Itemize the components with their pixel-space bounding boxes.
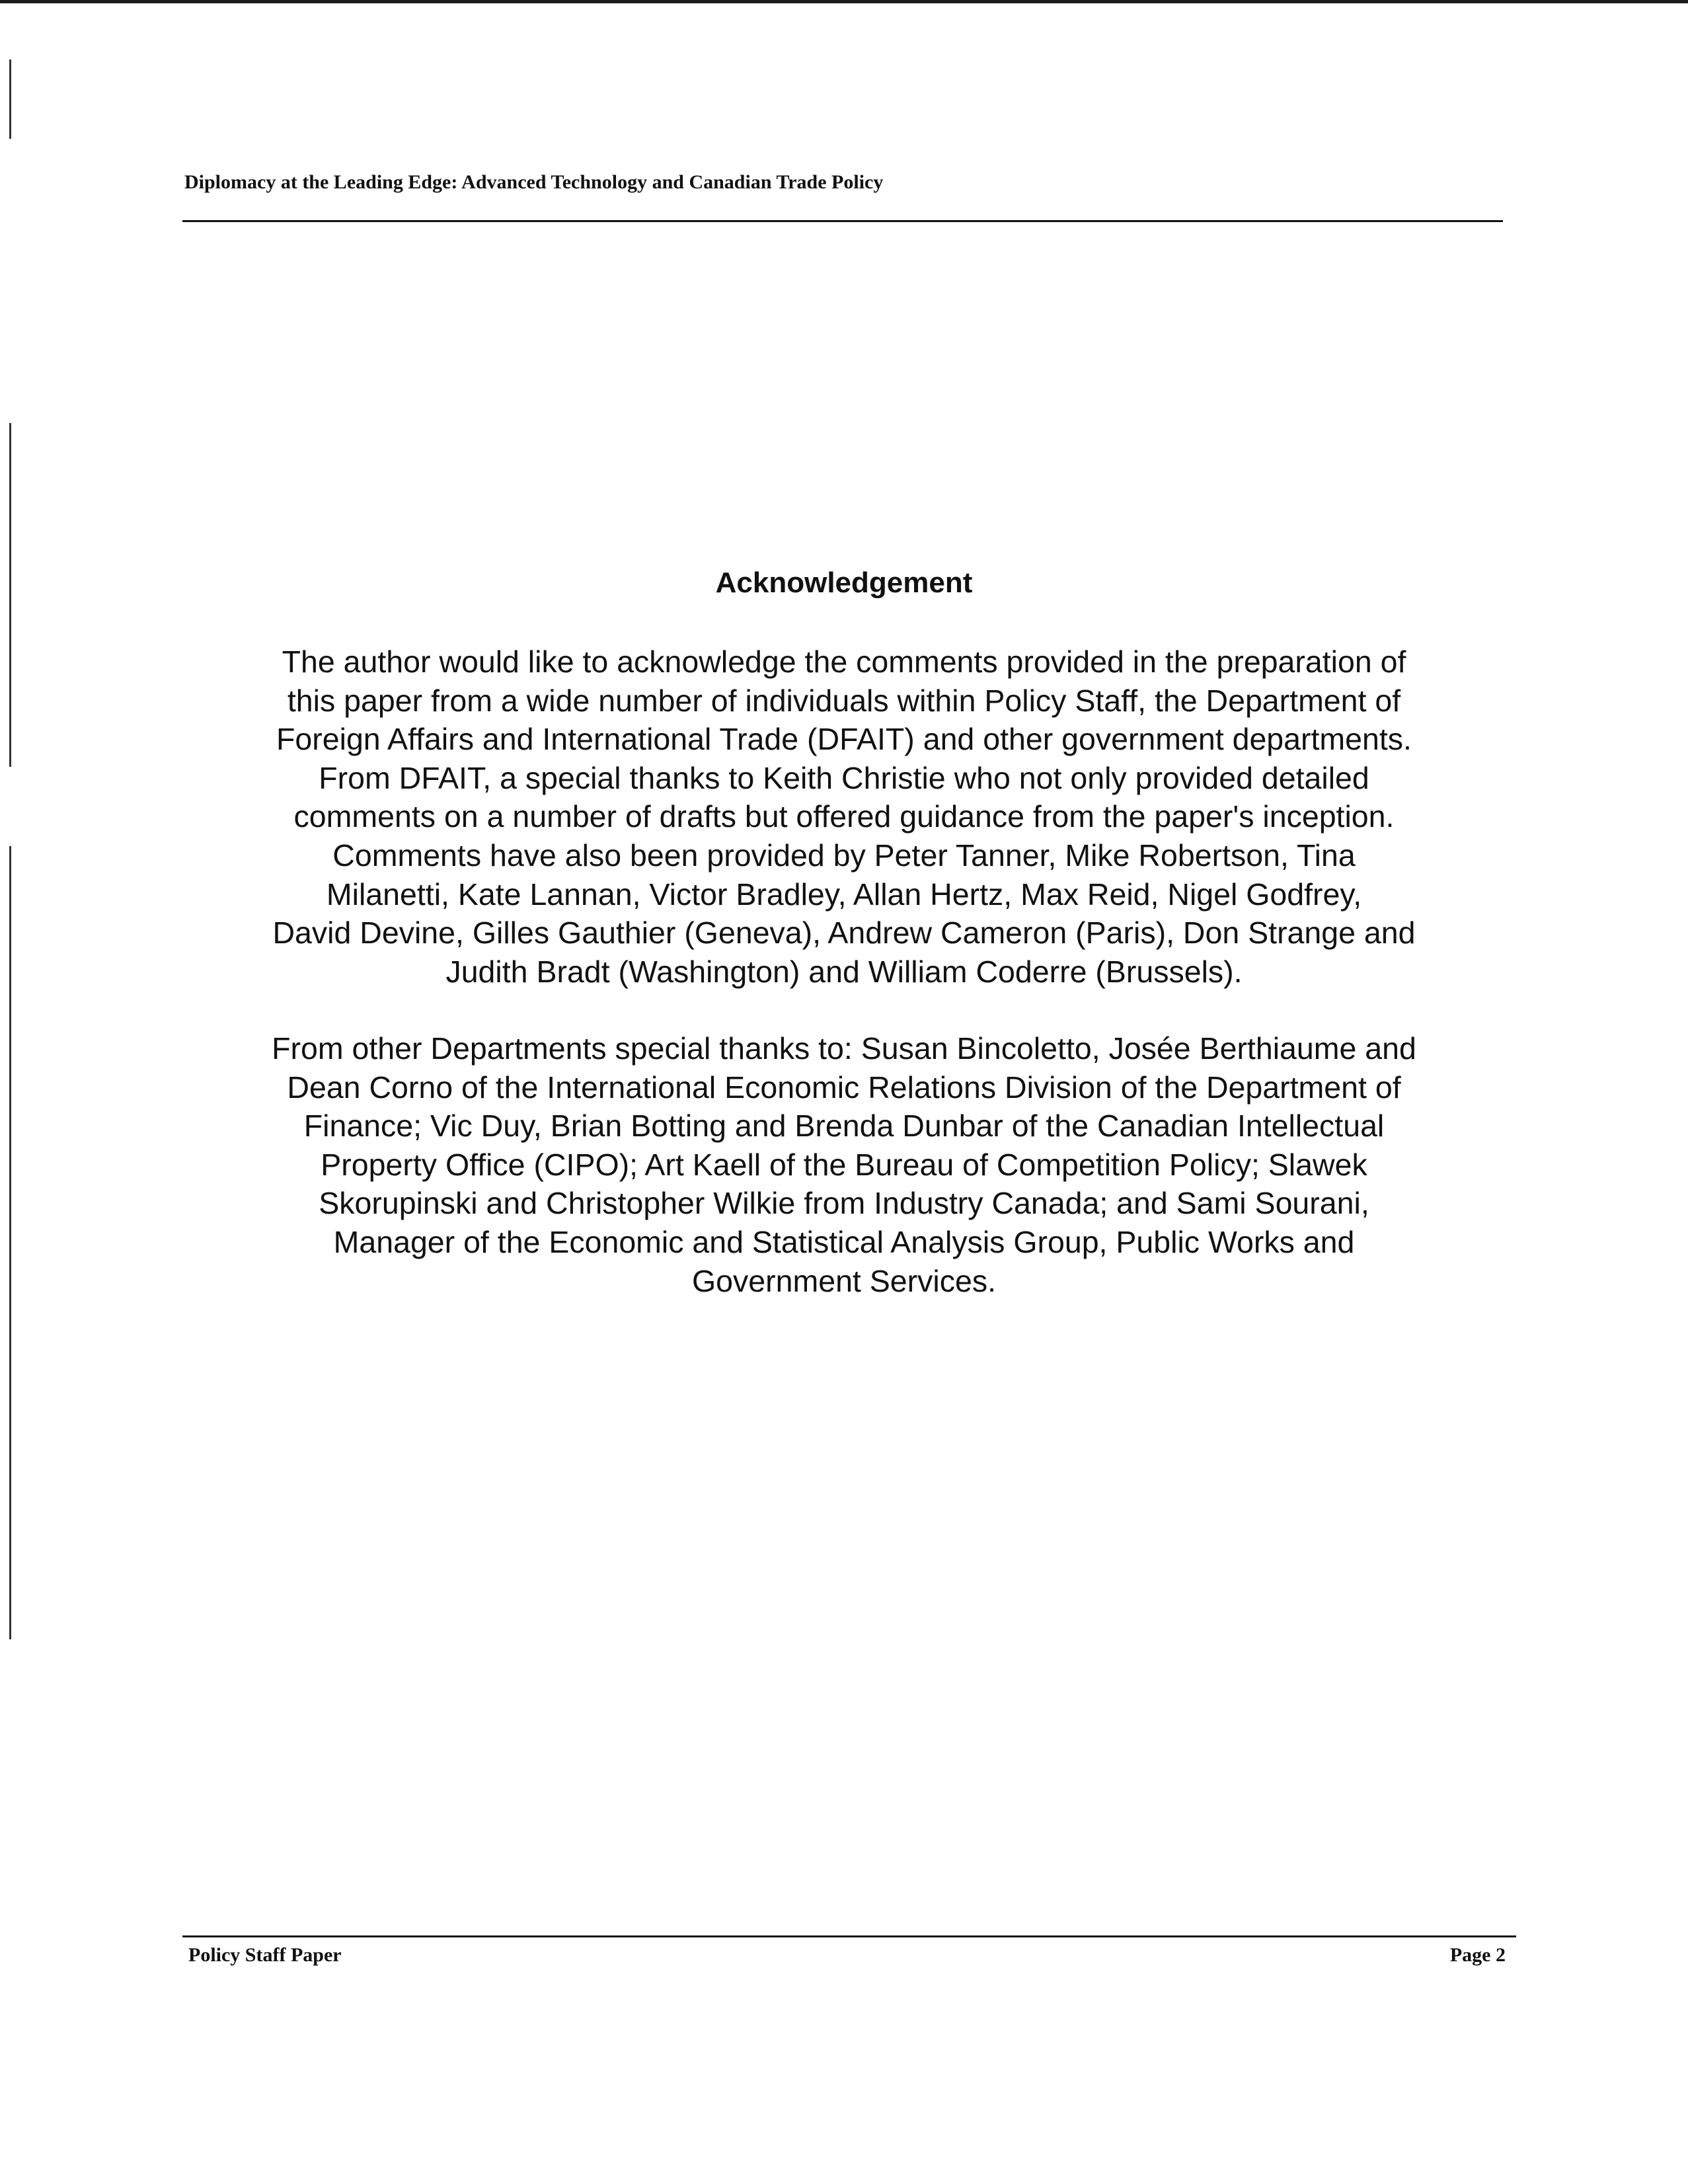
running-header-title: Diplomacy at the Leading Edge: Advanced Technology and Canadian Trade Policy (184, 171, 884, 193)
paragraph-line: this paper from a wide number of individuals within Policy Staff, the Department of (287, 683, 1401, 718)
acknowledgement-paragraph-1 (132, 643, 1556, 991)
paragraph-line: Comments have also been provided by Peter Tanner, Mike Robertson, Tina (332, 838, 1356, 873)
paragraph-line: Dean Corno of the International Economic Relations Division of the Department of (287, 1070, 1401, 1105)
acknowledgement-paragraph-2 (132, 1029, 1556, 1300)
paragraph-line: Milanetti, Kate Lannan, Victor Bradley, Allan Hertz, Max Reid, Nigel Godfrey, (326, 877, 1362, 912)
scan-edge-mark (9, 846, 11, 1639)
paragraph-line: The author would like to acknowledge the comments provided in the preparation of (282, 644, 1406, 679)
footer-rule (182, 1935, 1516, 1937)
page-title: Acknowledgement (715, 566, 973, 599)
scan-edge-mark (9, 59, 11, 139)
paragraph-line: David Devine, Gilles Gauthier (Geneva), Andrew Cameron (Paris), Don Strange and (272, 916, 1416, 951)
paragraph-line: comments on a number of drafts but offered guidance from the paper's inception. (293, 799, 1395, 834)
header-rule (182, 220, 1503, 222)
paragraph-line: Government Services. (691, 1263, 996, 1298)
paragraph-line: Foreign Affairs and International Trade (DFAIT) and other government departments. (276, 722, 1412, 757)
paragraph-line: Finance; Vic Duy, Brian Botting and Brenda Dunbar of the Canadian Intellectual (303, 1109, 1385, 1144)
paragraph-line: From DFAIT, a special thanks to Keith Christie who not only provided detailed (319, 760, 1369, 795)
paragraph-line: Judith Bradt (Washington) and William Coderre (Brussels). (445, 954, 1243, 989)
paragraph-line: Manager of the Economic and Statistical Analysis Group, Public Works and (333, 1224, 1355, 1259)
scan-top-edge (0, 0, 1688, 3)
page-number: Page 2 (1449, 1944, 1506, 1966)
paragraph-line: Property Office (CIPO); Art Kaell of the Bureau of Competition Policy; Slawek (321, 1147, 1367, 1182)
paragraph-line: Skorupinski and Christopher Wilkie from Industry Canada; and Sami Sourani, (319, 1186, 1369, 1221)
footer-series-label: Policy Staff Paper (188, 1944, 342, 1966)
paragraph-line: From other Departments special thanks to: Susan Bincoletto, Josée Berthiaume and (272, 1031, 1416, 1066)
